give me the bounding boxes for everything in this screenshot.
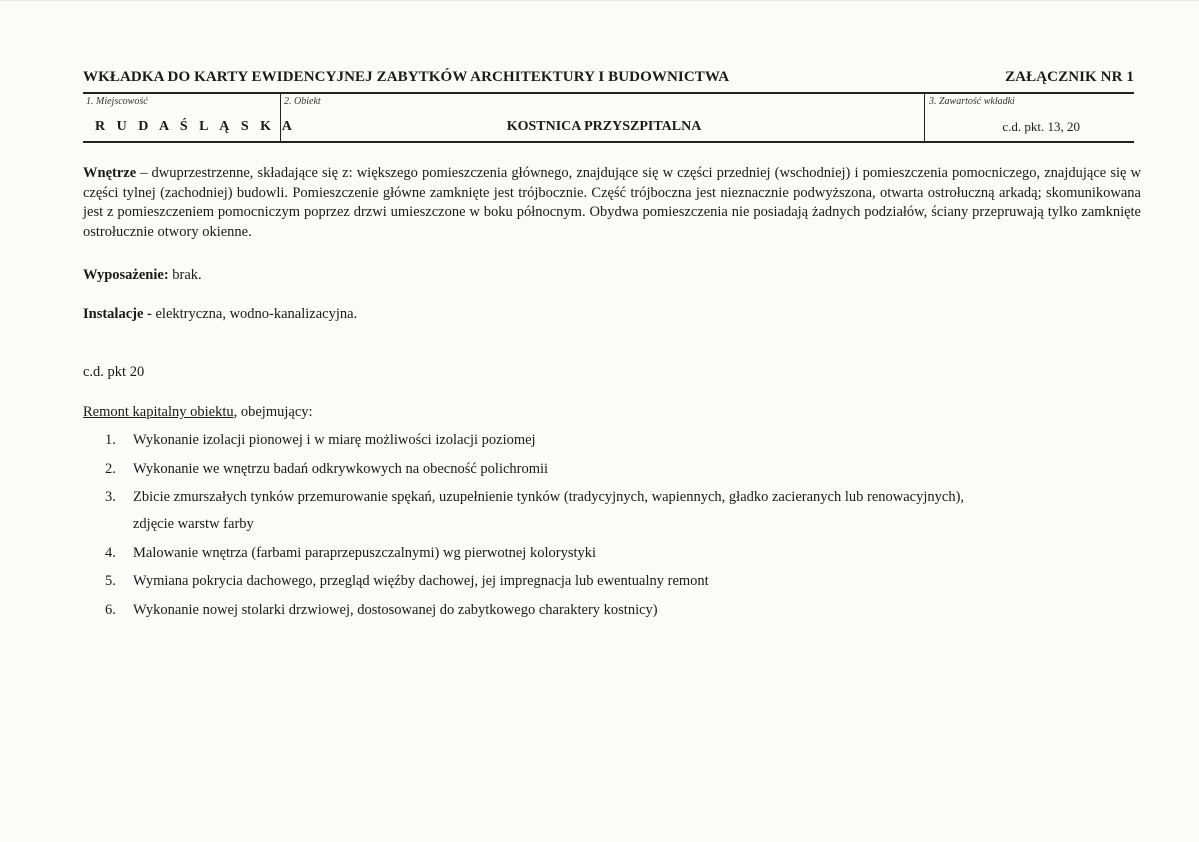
list-item-text-continued: zdjęcie warstw farby — [133, 516, 254, 532]
list-item — [105, 601, 1145, 620]
installations-heading: Instalacje - — [83, 306, 152, 322]
list-item-text: Malowanie wnętrza (farbami paraprzepuszczalnymi) wg pierwotnej kolorystyki — [133, 544, 597, 561]
continuation-label: c.d. pkt 20 — [83, 364, 145, 380]
list-item — [105, 431, 1145, 450]
renovation-heading: Remont kapitalny obiektu — [83, 404, 234, 420]
list-item-number: 3. — [105, 489, 116, 505]
list-item-number: 4. — [105, 544, 116, 561]
renovation-list — [105, 431, 1145, 629]
place-label: 1. Miejscowość — [86, 96, 148, 107]
equipment-section — [83, 267, 202, 284]
document-title: WKŁADKA DO KARTY EWIDENCYJNEJ ZABYTKÓW ARCHITEKTURY I BUDOWNICTWA — [83, 69, 730, 85]
renovation-suffix: , obejmujący: — [233, 404, 313, 420]
interior-section — [83, 164, 1141, 242]
list-item-text-wrapper — [133, 488, 1145, 534]
list-item-text: Wykonanie we wnętrzu badań odkrywkowych na obecność polichromii — [133, 460, 549, 477]
list-item-number: 1. — [105, 432, 116, 448]
interior-text: – dwuprzestrzenne, składające się z: większego pomieszczenia głównego, znajdujące się w części przedniej (wschodniej) i pomieszczenia pomocniczego, znajdujące się w części tylnej (zachodniej) budowli. Pomieszczenie główne zamknięte jest trójbocznie. Część trójboczna jest nieznacznie podwyższona, otwarta ostrołuczną arkadą; skomunikowana jest z pomieszczeniem pomocniczym poprzez drzwi umieszczone w boku północnym. Obydwa pomieszczenia nie posiadają żadnych podziałów, ściany przepruwają tylko zamknięte ostrołucznie otwory okienne. — [83, 165, 1141, 240]
list-item-text: Wykonanie nowej stolarki drzwiowej, dostosowanej do zabytkowego charaktery kostnicy) — [133, 601, 658, 618]
installations-section — [83, 306, 357, 323]
header-rule-top — [83, 92, 1134, 94]
list-item-text: Wykonanie izolacji pionowej i w miarę możliwości izolacji poziomej — [133, 432, 536, 448]
equipment-text: brak. — [168, 267, 202, 283]
content-label: 3. Zawartość wkładki — [929, 96, 1015, 107]
header — [83, 69, 1134, 86]
list-item-number: 5. — [105, 573, 116, 589]
list-item-text: Zbicie zmurszałych tynków przemurowanie spękań, uzupełnienie tynków (tradycyjnych, wapiennych, gładko zacieranych lub renowacyjnych), — [133, 489, 965, 505]
content-value: c.d. pkt. 13, 20 — [1002, 119, 1080, 134]
list-item — [105, 572, 1145, 591]
object-value: KOSTNICA PRZYSZPITALNA — [506, 119, 702, 134]
list-item-text: Wymiana pokrycia dachowego, przegląd więźby dachowej, jej impregnacja lub ewentualny remont — [133, 573, 709, 589]
renovation-heading-line — [83, 404, 313, 421]
equipment-heading: Wyposażenie: — [83, 267, 169, 283]
interior-heading: Wnętrze — [83, 165, 137, 181]
list-item — [105, 460, 1145, 479]
installations-text: elektryczna, wodno-kanalizacyjna. — [151, 306, 358, 322]
header-rule-bottom — [83, 141, 1134, 143]
list-item-number: 6. — [105, 601, 116, 618]
place-value: R U D A Ś L Ą S K A — [95, 119, 296, 134]
list-item — [105, 544, 1145, 563]
list-item — [105, 488, 1145, 534]
object-label: 2. Obiekt — [284, 96, 321, 107]
list-item-number: 2. — [105, 460, 116, 477]
annex-label: ZAŁĄCZNIK NR 1 — [1005, 69, 1134, 85]
